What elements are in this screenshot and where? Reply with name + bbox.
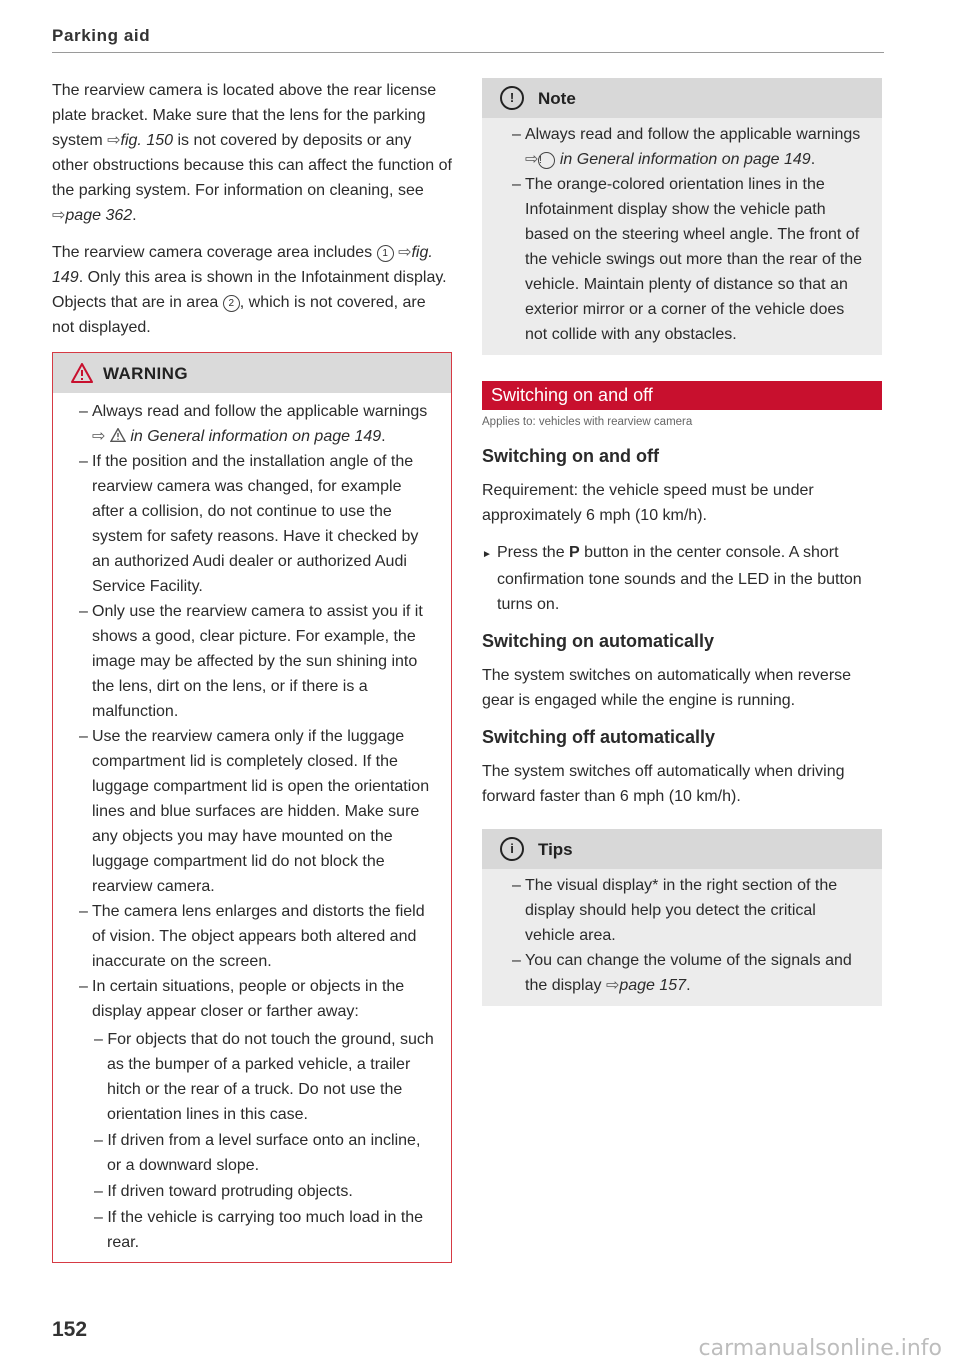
sub-list-item: – For objects that do not touch the ground, such as the bumper of a parked vehicle, a trailer hitch or the rear of a truck. Do not use the orientation lines in this case. (94, 1031, 434, 1123)
info-icon: i (500, 837, 524, 861)
warning-triangle-icon (71, 363, 93, 383)
note-header (482, 78, 882, 118)
watermark: carmanualsonline.info (698, 1336, 942, 1361)
tips-box (482, 829, 882, 1006)
header-divider (52, 52, 884, 53)
arrow-ref-icon: ⇨ (107, 132, 121, 149)
area-1-marker: 1 (377, 245, 394, 262)
page-number: 152 (52, 1318, 88, 1341)
tips-title: Tips (538, 839, 573, 859)
sub-list-item: – If the vehicle is carrying too much load in the rear. (94, 1209, 424, 1251)
note-title: Note (538, 88, 576, 108)
warning-triangle-icon (110, 428, 126, 442)
warning-header (53, 353, 451, 393)
arrow-ref-icon: ⇨ (52, 207, 66, 224)
list-item: – In certain situations, people or objects in the display appear closer or farther away: – For objects that do not touch the ground, such as the bumper of a parked vehicle, a trailer hitch or the rear of a truck. Do not use the orientation lines in this case. – If driven from a level surface onto an incline, or a downward slope. – If driven toward protruding objects. – If the vehicle is carrying too much load in the rear. (79, 974, 437, 1255)
list-item: – You can change the volume of the signals and the display ⇨page 157. (512, 952, 852, 994)
fig-149-link[interactable]: fig. 149 (52, 244, 433, 286)
right-column (482, 78, 882, 1006)
list-item: – The orange-colored orientation lines in the Infotainment display show the vehicle path based on the steering wheel angle. The front of the vehicle swings out more than the rear of the vehicle. Maintain plenty of distance so that an exterior mirror or a corner of the vehicle does not collide with any obstacles. (512, 176, 863, 343)
sub-list-item: – If driven from a level surface onto an incline, or a downward slope. (94, 1132, 421, 1174)
general-info-link[interactable]: in General information on page 149 (130, 428, 382, 445)
list-item: – Only use the rearview camera to assist you if it shows a good, clear picture. For example, the image may be affected by the sun shining into the lens, dirt on the lens, or if there is a malfunction. (79, 603, 423, 720)
section-title-bar: Switching on and off (482, 381, 882, 410)
left-column (52, 78, 452, 1263)
fig-150-link[interactable]: fig. 150 (120, 132, 174, 149)
auto-off-paragraph: The system switches off automatically when driving forward faster than 6 mph (10 km/h). (482, 763, 845, 805)
warning-sub-list (92, 1027, 437, 1255)
page-header-title: Parking aid (52, 26, 151, 45)
arrow-ref-icon: ⇨ (92, 428, 106, 445)
requirement-paragraph: Requirement: the vehicle speed must be under approximately 6 mph (10 km/h). (482, 482, 814, 524)
list-item: – Always read and follow the applicable warnings ⇨ in General information on page 149. (79, 403, 428, 445)
list-item: – The camera lens enlarges and distorts the field of vision. The object appears both altered and inaccurate on the screen. (79, 903, 425, 970)
arrow-ref-icon: ⇨ (605, 977, 620, 994)
intro-paragraph: The rearview camera is located above the rear license plate bracket. Make sure that the lens for the parking system ⇨fig. 150 is not covered by deposits or any other obstructions because this can affect the function of the parking system. For information on cleaning, see ⇨page 362. (52, 82, 452, 224)
warning-box (52, 352, 452, 1263)
tips-header (482, 829, 882, 869)
list-item: – Always read and follow the applicable warnings ⇨! in General information on page 149. (512, 126, 861, 168)
list-item: – The visual display* in the right section of the display should help you detect the critical vehicle area. (512, 877, 838, 944)
list-item: – Use the rearview camera only if the luggage compartment lid is completely closed. If the luggage compartment lid is open the orientation lines and blue surfaces are hidden. Make sure any objects you may have mounted on the luggage compartment lid do not block the rearview camera. (79, 728, 430, 895)
note-box (482, 78, 882, 355)
press-button-step: ► Press the P button in the center console. A short confirmation tone sounds and the LED in the button turns on. (482, 544, 862, 613)
sub-list-item: – If driven toward protruding objects. (94, 1183, 353, 1200)
step-triangle-icon: ► (482, 549, 492, 560)
page-157-link[interactable]: page 157 (619, 977, 687, 994)
note-list (482, 118, 882, 355)
arrow-ref-icon: ⇨ (525, 151, 539, 168)
heading-switching-on-auto: Switching on automatically (482, 631, 715, 651)
tips-list (482, 869, 882, 1006)
coverage-paragraph: The rearview camera coverage area includes 1 ⇨fig. 149. Only this area is shown in the Infotainment display. Objects that are in area 2 , which is not covered, are not displayed. (52, 244, 447, 336)
warning-title: WARNING (103, 363, 188, 383)
page-362-link[interactable]: page 362 (65, 207, 133, 224)
list-item: – If the position and the installation angle of the rearview camera was changed, for example after a collision, do not continue to use the system for safety reasons. Have it checked by an authorized Audi dealer or authorized Audi Service Facility. (79, 453, 419, 595)
exclamation-icon: ! (538, 152, 555, 169)
exclamation-icon: ! (500, 86, 524, 110)
heading-switching-off-auto: Switching off automatically (482, 727, 716, 747)
general-info-link[interactable]: in General information on page 149 (559, 151, 811, 168)
heading-switching-on-off: Switching on and off (482, 446, 659, 466)
parking-button-icon: P (569, 544, 580, 561)
arrow-ref-icon: ⇨ (398, 244, 412, 261)
area-2-marker: 2 (223, 295, 240, 312)
applies-to-note: Applies to: vehicles with rearview camera (482, 416, 693, 428)
warning-list (53, 393, 451, 1262)
auto-on-paragraph: The system switches on automatically when reverse gear is engaged while the engine is running. (482, 667, 852, 709)
